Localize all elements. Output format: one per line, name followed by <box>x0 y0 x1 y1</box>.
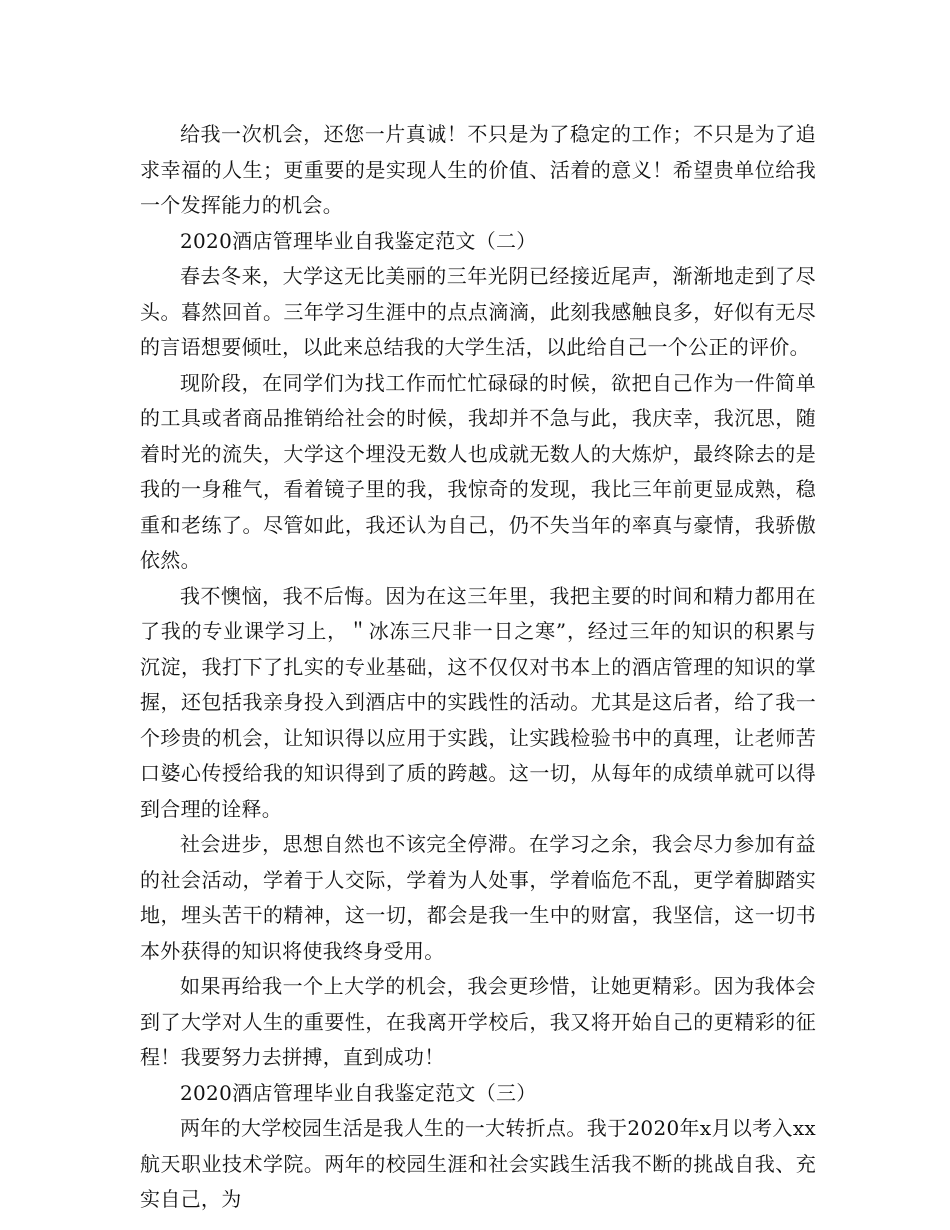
document-body <box>140 117 816 1218</box>
section-heading: 2020酒店管理毕业自我鉴定范文（二） <box>180 228 537 253</box>
paragraph: 春去冬来，大学这无比美丽的三年光阴已经接近尾声，渐渐地走到了尽头。暮然回首。三年学习生涯中的点点滴滴，此刻我感触良多，好似有无尽的言语想要倾吐，以此来总结我的大学生活，以此给自己一个公正的评价。 <box>140 264 816 359</box>
paragraph: 现阶段，在同学们为找工作而忙忙碌碌的时候，欲把自己作为一件简单的工具或者商品推销给社会的时候，我却并不急与此，我庆幸，我沉思，随着时光的流失，大学这个埋没无数人也成就无数人的大炼炉，最终除去的是我的一身稚气，看着镜子里的我，我惊奇的发现，我比三年前更显成熟，稳重和老练了。尽管如此，我还认为自己，仍不失当年的率真与豪情，我骄傲依然。 <box>140 370 816 572</box>
paragraph: 我不懊恼，我不后悔。因为在这三年里，我把主要的时间和精力都用在了我的专业课学习上，＂冰冻三尺非一日之寒”，经过三年的知识的积累与沉淀，我打下了扎实的专业基础，这不仅仅对书本上的酒店管理的知识的掌握，还包括我亲身投入到酒店中的实践性的活动。尤其是这后者，给了我一个珍贵的机会，让知识得以应用于实践，让实践检验书中的真理，让老师苦口婆心传授给我的知识得到了质的跨越。这一切，从每年的成绩单就可以得到合理的诠释。 <box>140 583 816 821</box>
section-heading: 2020酒店管理毕业自我鉴定范文（三） <box>180 1080 537 1105</box>
paragraph: 给我一次机会，还您一片真诚！不只是为了稳定的工作；不只是为了追求幸福的人生；更重要的是实现人生的价值、活着的意义！希望贵单位给我一个发挥能力的机会。 <box>140 122 816 217</box>
paragraph: 如果再给我一个上大学的机会，我会更珍惜，让她更精彩。因为我体会到了大学对人生的重要性，在我离开学校后，我又将开始自己的更精彩的征程！我要努力去拼搏，直到成功！ <box>140 974 816 1069</box>
paragraph: 社会进步，思想自然也不该完全停滞。在学习之余，我会尽力参加有益的社会活动，学着于人交际，学着为人处事，学着临危不乱，更学着脚踏实地，埋头苦干的精神，这一切，都会是我一生中的财富，我坚信，这一切书本外获得的知识将使我终身受用。 <box>140 832 816 963</box>
paragraph: 两年的大学校园生活是我人生的一大转折点。我于2020年x月以考入xx航天职业技术学院。两年的校园生涯和社会实践生活我不断的挑战自我、充实自己，为 <box>140 1116 816 1211</box>
